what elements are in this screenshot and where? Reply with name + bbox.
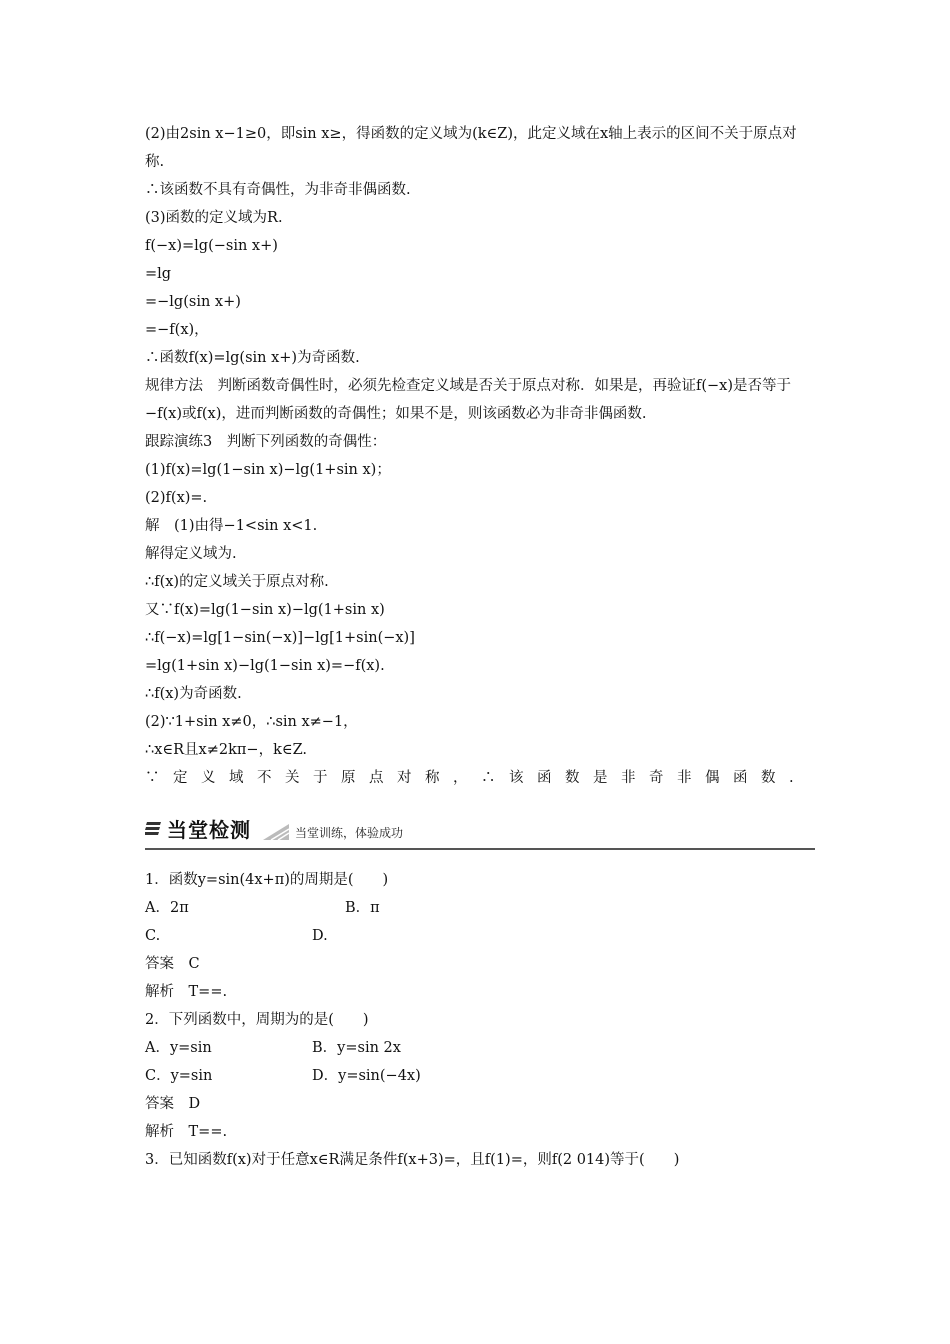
text-line: (2)f(x)=. [145,490,208,506]
question-1-answer: 答案 C [145,956,200,972]
section-subtitle: 当堂训练，体验成功 [295,826,404,840]
text-line: f(−x)=lg(−sin x+) [145,238,278,254]
text-line: ∴f(−x)=lg[1−sin(−x)]−lg[1+sin(−x)] [145,630,415,646]
text-line: =−f(x)， [145,322,209,338]
text-line: ∴f(x)为奇函数. [145,686,242,702]
text-line: =−lg(sin x+) [145,294,241,310]
question-2-answer: 答案 D [145,1096,201,1112]
text-line: ∴f(x)的定义域关于原点对称. [145,574,329,590]
question-1-options-cd [145,922,815,950]
text-line: 解得定义域为. [145,546,237,562]
question-2-analysis: 解析 T==. [145,1124,228,1140]
spread-conclusion-line: ∵定义域不关于原点对称，∴该函数是非奇非偶函数. [145,770,808,786]
option-d: D．y=sin(−4x) [312,1068,421,1084]
question-2-options-ab [145,1034,815,1062]
section-title: 当堂检测 [167,818,251,842]
stripes-icon [145,820,161,838]
document-content [145,120,815,1174]
text-line: (1)f(x)=lg(1−sin x)−lg(1+sin x)； [145,462,391,478]
text-line: 跟踪演练3 判断下列函数的奇偶性： [145,434,387,450]
section-banner [145,806,815,850]
text-line: =lg [145,266,172,282]
option-d: D. [312,928,328,944]
text-line: =lg(1+sin x)−lg(1−sin x)=−f(x). [145,658,385,674]
option-c: C. [145,928,161,944]
question-1-options-ab [145,894,815,922]
question-3-stem: 3．已知函数f(x)对于任意x∈R满足条件f(x+3)=，且f(1)=，则f(2 014)等于( ) [145,1152,680,1168]
option-a: A．y=sin [145,1040,212,1056]
option-a: A．2π [145,900,189,916]
option-c: C．y=sin [145,1068,213,1084]
option-b: B．y=sin 2x [312,1040,401,1056]
question-1-stem: 1．函数y=sin(4x+π)的周期是( ) [145,872,389,888]
text-line: ∴函数f(x)=lg(sin x+)为奇函数. [145,350,360,366]
question-1-analysis: 解析 T==. [145,984,228,1000]
triangle-stripes-icon [263,824,289,840]
question-2-stem: 2．下列函数中，周期为的是( ) [145,1012,369,1028]
text-line: (2)∵1+sin x≠0，∴sin x≠−1， [145,714,358,730]
option-b: B．π [345,900,380,916]
text-line: (3)函数的定义域为R. [145,210,283,226]
text-line: 又∵f(x)=lg(1−sin x)−lg(1+sin x) [145,602,385,618]
text-line: ∴该函数不具有奇偶性，为非奇非偶函数. [145,182,411,198]
text-line: ∴x∈R且x≠2kπ−，k∈Z. [145,742,308,758]
question-2-options-cd [145,1062,815,1090]
text-line: 解 (1)由得−1<sin x<1. [145,518,318,534]
text-line: (2)由2sin x−1≥0，即sin x≥，得函数的定义域为(k∈Z)，此定义域在x轴上表示的区间不关于原点对称. [145,126,797,170]
method-paragraph: 规律方法 判断函数奇偶性时，必须先检查定义域是否关于原点对称．如果是，再验证f(−x)是否等于−f(x)或f(x)，进而判断函数的奇偶性；如果不是，则该函数必为非奇非偶函数. [145,378,792,422]
